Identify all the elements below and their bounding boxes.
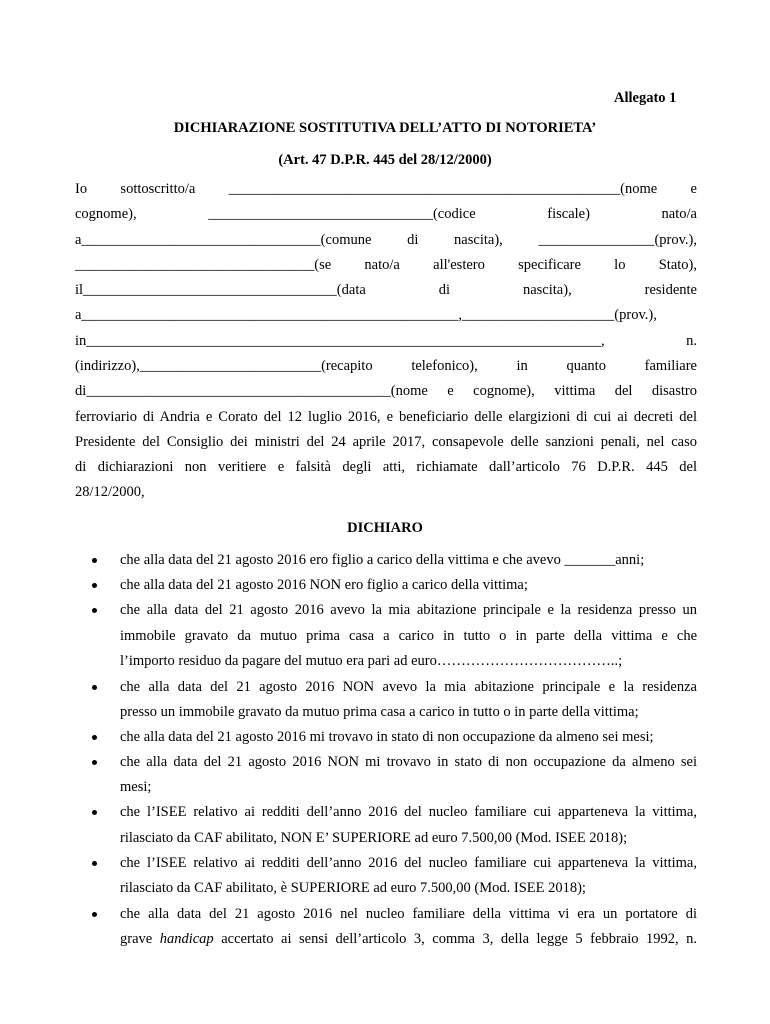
intro-line-12: di dichiarazioni non veritiere e falsità degli atti, richiamate dall’articolo 76 D.P.R. 445 del [75,459,697,475]
intro-line-10: ferroviario di Andria e Corato del 12 luglio 2016, e beneficiario delle elargizioni di cui ai decreti del [75,409,697,425]
item-line [120,929,697,949]
document-title: DICHIARAZIONE SOSTITUTIVA DELL’ATTO DI NOTORIETA’ [173,120,597,136]
intro-line-7: in_______________________________________________________________________, n. [75,333,697,349]
intro-line-11: Presidente del Consiglio dei ministri del 24 aprile 2017, consapevole delle sanzioni penali, nel caso [75,434,697,450]
intro-line-4: _________________________________(se nato/a all'estero specificare lo Stato), [75,257,697,273]
bullet-icon [92,802,100,822]
bullet-icon [92,853,100,873]
intro-line-6: a____________________________________________________,_____________________(prov.), [75,307,657,323]
dichiaro-heading: DICHIARO [347,520,423,536]
item-line: immobile gravato da mutuo prima casa a carico in tutto o in parte della vittima e che [120,628,697,644]
intro-line-13: 28/12/2000, [75,484,145,500]
bullet-icon [92,677,100,697]
bullet-icon [92,600,100,620]
bullet-icon [92,752,100,772]
item-line: che l’ISEE relativo ai redditi dell’anno 2016 del nucleo familiare cui apparteneva la vittima, [120,804,697,820]
item-line: rilasciato da CAF abilitato, è SUPERIORE ad euro 7.500,00 (Mod. ISEE 2018); [120,880,586,896]
item-line: presso un immobile gravato da mutuo prima casa a carico in tutto o in parte della vittima; [120,704,639,720]
bullet-icon [92,550,100,570]
item-text-italic: handicap [159,931,214,947]
item-line: mesi; [120,779,152,795]
intro-line-9: di__________________________________________(nome e cognome), vittima del disastro [75,383,697,399]
item-line: che alla data del 21 agosto 2016 NON mi trovavo in stato di non occupazione da almeno sei [120,754,697,770]
item-line: che alla data del 21 agosto 2016 nel nucleo familiare della vittima vi era un portatore di [120,906,697,922]
intro-line-1: Io sottoscritto/a ______________________________________________________(nome e [75,181,697,197]
item-line: che alla data del 21 agosto 2016 NON ero figlio a carico della vittima; [120,577,528,593]
item-text: accertato ai sensi dell’articolo 3, comma 3, della legge 5 febbraio 1992, n. [213,931,698,947]
document-subtitle: (Art. 47 D.P.R. 445 del 28/12/2000) [278,152,492,168]
item-line: che alla data del 21 agosto 2016 avevo la mia abitazione principale e la residenza presso un [120,602,697,618]
intro-line-8: (indirizzo),_________________________(recapito telefonico), in quanto familiare [75,358,697,374]
item-line: che alla data del 21 agosto 2016 NON avevo la mia abitazione principale e la residenza [120,679,697,695]
bullet-icon [92,727,100,747]
item-line: che l’ISEE relativo ai redditi dell’anno 2016 del nucleo familiare cui apparteneva la vittima, [120,855,697,871]
intro-line-3: a_________________________________(comune di nascita), ________________(prov.), [75,232,697,248]
item-line: rilasciato da CAF abilitato, NON E’ SUPERIORE ad euro 7.500,00 (Mod. ISEE 2018); [120,830,628,846]
item-text: grave [120,931,160,947]
bullet-icon [92,575,100,595]
intro-line-5: il___________________________________(data di nascita), residente [75,282,697,298]
intro-line-2: cognome), _______________________________(codice fiscale) nato/a [75,206,697,222]
bullet-icon [92,904,100,924]
item-line: che alla data del 21 agosto 2016 ero figlio a carico della vittima e che avevo _______anni; [120,552,645,568]
allegato-label: Allegato 1 [614,90,677,106]
item-line: che alla data del 21 agosto 2016 mi trovavo in stato di non occupazione da almeno sei mesi; [120,729,654,745]
item-line: l’importo residuo da pagare del mutuo era pari ad euro………………………………..; [120,653,623,669]
